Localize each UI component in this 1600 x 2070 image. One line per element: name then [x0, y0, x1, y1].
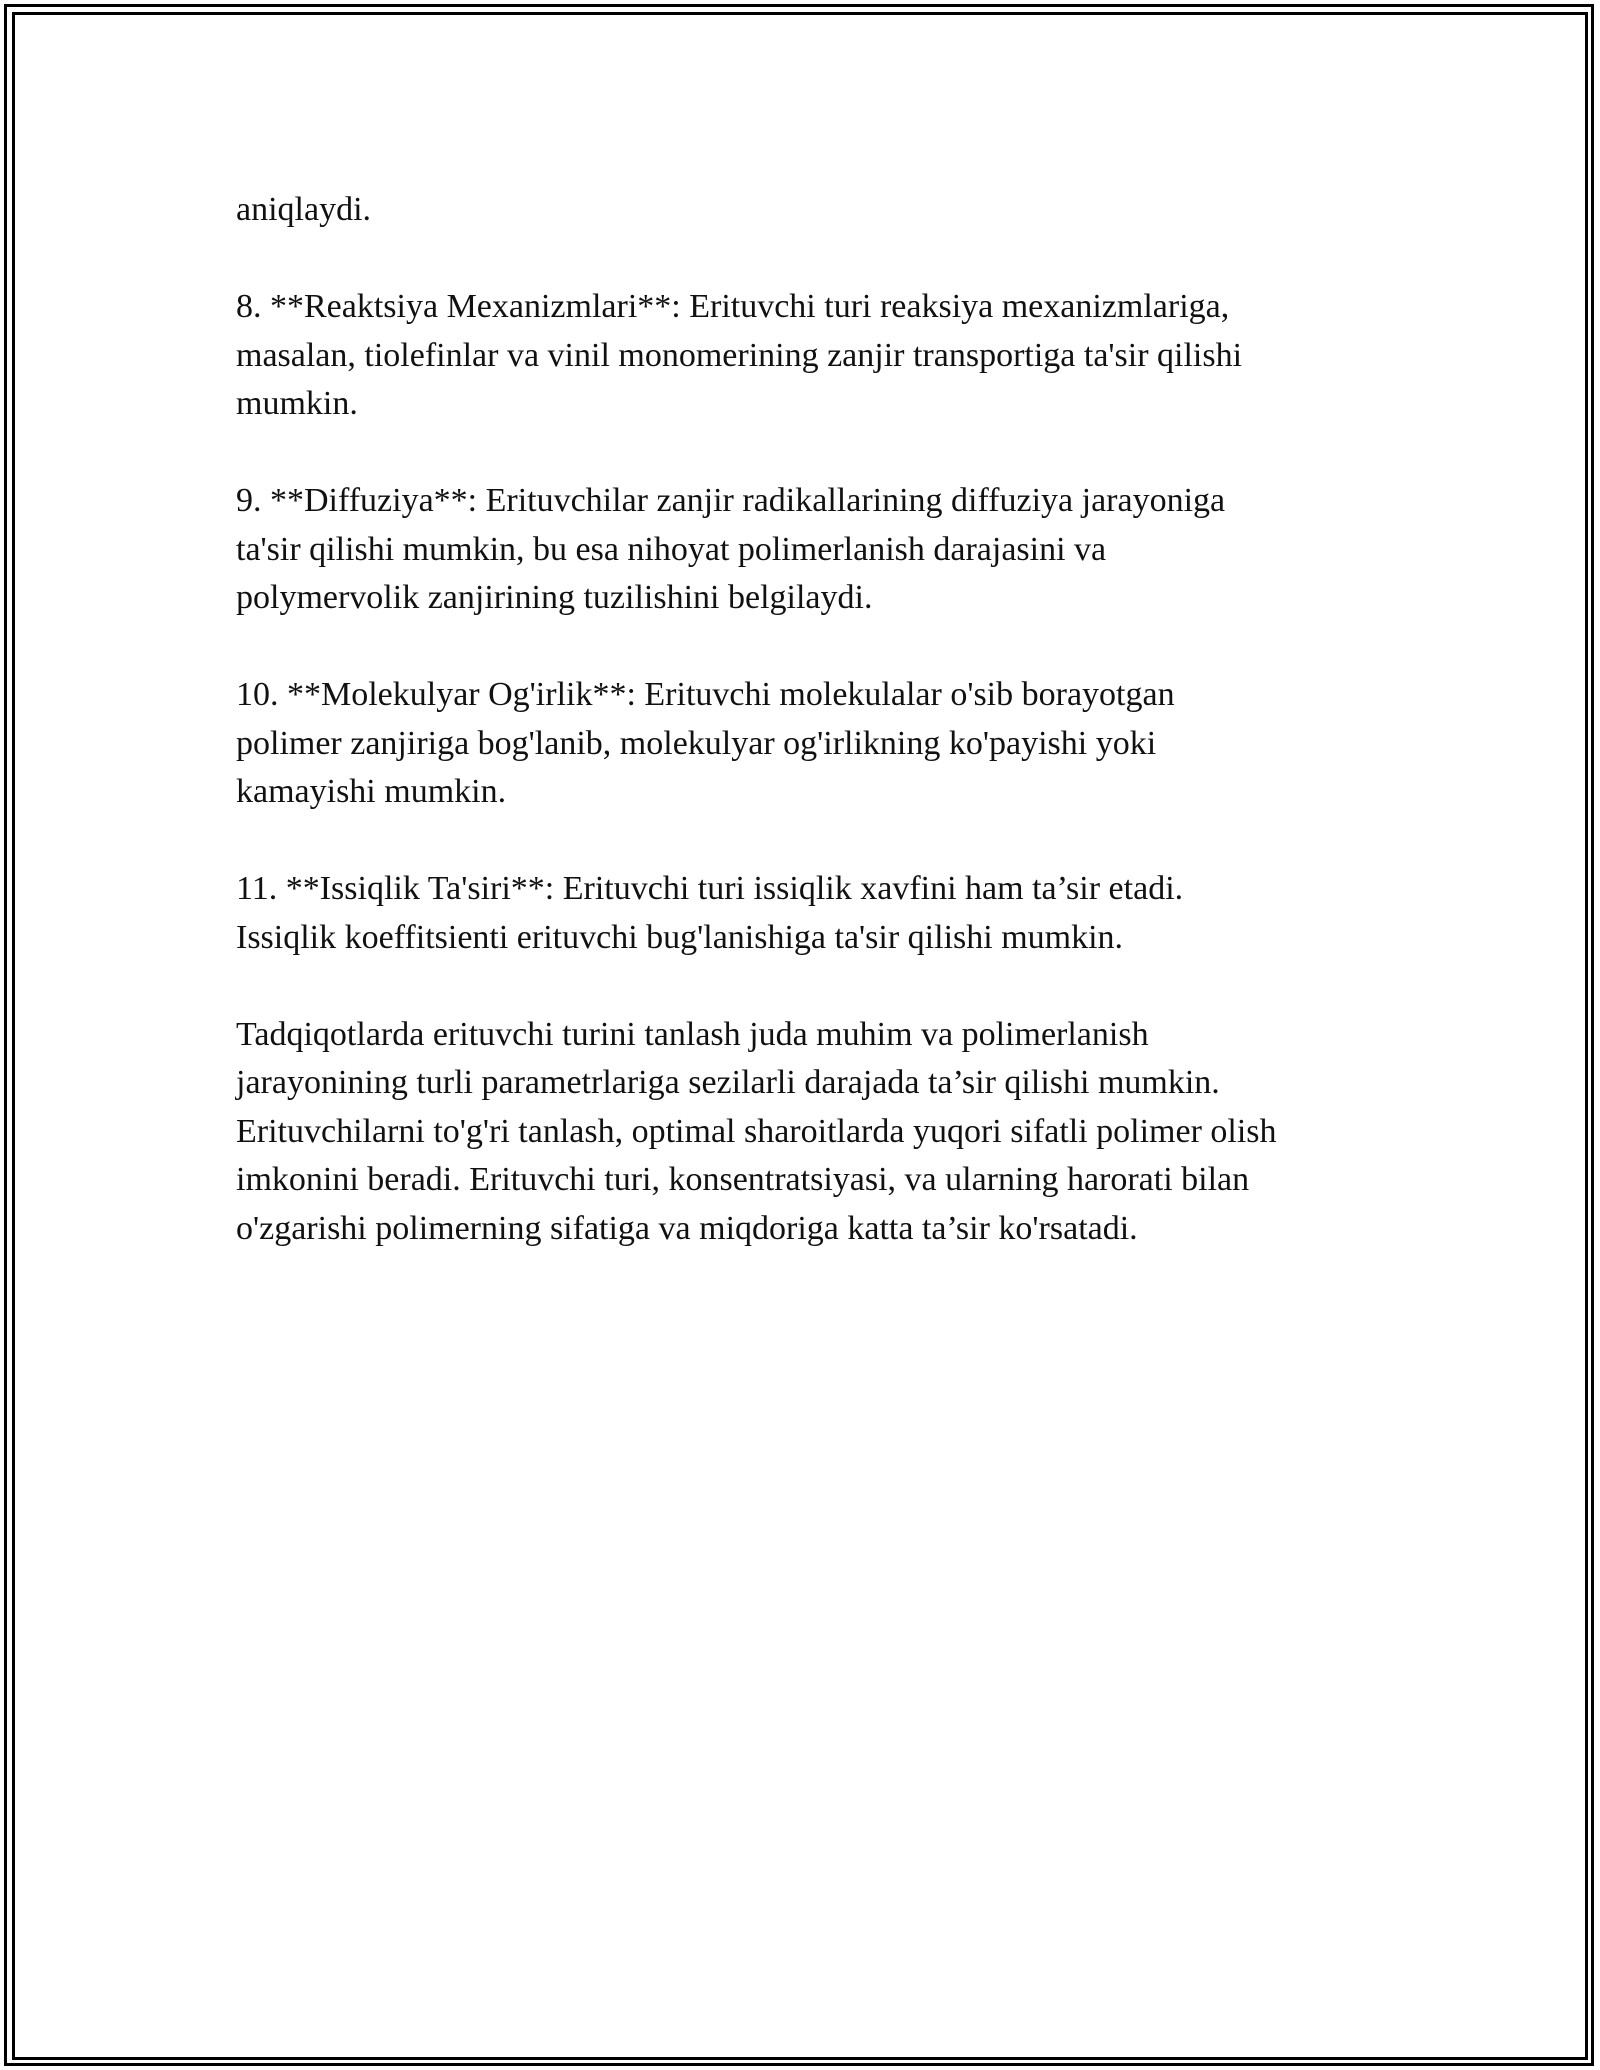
document-body	[236, 186, 1376, 1253]
paragraph-gap	[236, 429, 1376, 478]
paragraph-item-10: 10. **Molekulyar Og'irlik**: Erituvchi molekulalar o'sib borayotgan polimer zanjiriga bog'lanib, molekulyar og'irlikning ko'payishi yoki kamayishi mumkin.	[236, 676, 1175, 810]
paragraph-item-9: 9. **Diffuziya**: Erituvchilar zanjir radikallarining diffuziya jarayoniga ta'sir qilishi mumkin, bu esa nihoyat polimerlanish darajasini va polymervolik zanjirining tuzilishini belgilaydi.	[236, 482, 1226, 616]
paragraph-continuation: aniqlaydi.	[236, 191, 372, 228]
paragraph-gap	[236, 962, 1376, 1011]
paragraph-gap	[236, 235, 1376, 284]
paragraph-conclusion: Tadqiqotlarda erituvchi turini tanlash juda muhim va polimerlanish jarayonining turli parametrlariga sezilarli darajada ta’sir qilishi mumkin. Erituvchilarni to'g'ri tanlash, optimal sharoitlarda yuqori sifatli polimer olish imkonini beradi. Erituvchi turi, konsentratsiyasi, va ularning harorati bilan o'zgarishi polimerning sifatiga va miqdoriga katta ta’sir ko'rsatadi.	[236, 1015, 1277, 1247]
paragraph-gap	[236, 817, 1376, 866]
paragraph-gap	[236, 623, 1376, 672]
paragraph-item-11: 11. **Issiqlik Ta'siri**: Erituvchi turi issiqlik xavfini ham ta’sir etadi. Issiqlik koeffitsienti erituvchi bug'lanishiga ta'sir qilishi mumkin.	[236, 870, 1184, 956]
paragraph-item-8: 8. **Reaktsiya Mexanizmlari**: Erituvchi turi reaksiya mexanizmlariga, masalan, tiolefinlar va vinil monomerining zanjir transportiga ta'sir qilishi mumkin.	[236, 288, 1243, 422]
